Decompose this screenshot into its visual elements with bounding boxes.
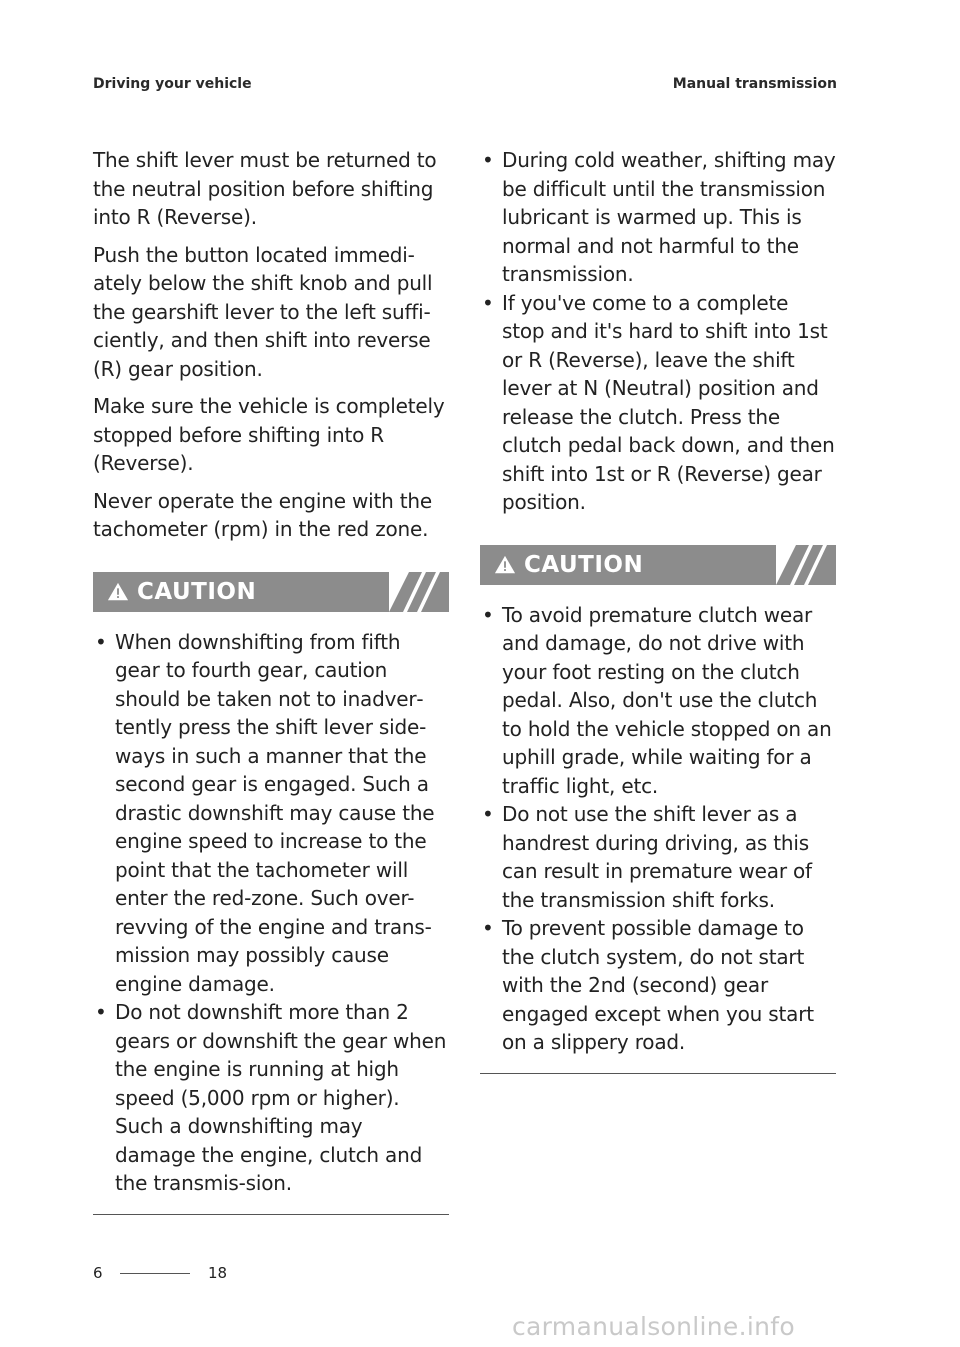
caution-label: CAUTION xyxy=(524,551,644,578)
list-item xyxy=(480,146,836,289)
list-item xyxy=(480,289,836,517)
left-column xyxy=(93,146,449,1215)
paragraph: Never operate the engine with the tachometer (rpm) in the red zone. xyxy=(93,488,432,541)
caution-list xyxy=(93,628,449,1198)
list-item xyxy=(480,800,836,914)
caution-banner xyxy=(93,572,449,612)
running-header-topic: Manual transmission xyxy=(672,76,837,92)
bullet-icon: • xyxy=(482,148,494,172)
list-item-text: To avoid premature clutch wear and damage, do not drive with your foot resting on the clutch pedal. Also, don't use the clutch to hold the vehicle stopped on an uphill grade, while waiting for a traffic light, etc. xyxy=(502,602,832,798)
info-list xyxy=(480,146,836,517)
right-column xyxy=(480,146,836,1074)
warning-icon xyxy=(107,581,129,603)
paragraph: Make sure the vehicle is completely stopped before shifting into R (Reverse). xyxy=(93,394,445,475)
paragraph: Push the button located immedi‐ately below the shift knob and pull the gearshift lever to the left suffi‐ciently, and then shift into reverse (R) gear position. xyxy=(93,242,433,381)
bullet-icon: • xyxy=(482,802,494,826)
warning-icon xyxy=(494,554,516,576)
watermark: carmanualsonline.info xyxy=(512,1312,795,1341)
caution-stripes-icon xyxy=(389,572,449,612)
list-item-text: Do not downshift more than 2 gears or downshift the gear when the engine is running at high speed (5,000 rpm or higher). Such a downshifting may damage the engine, clutch and the transmis‐sion. xyxy=(115,1000,447,1195)
footer-rule xyxy=(120,1273,190,1274)
chapter-number: 6 xyxy=(93,1264,103,1282)
bullet-icon: • xyxy=(95,1000,107,1024)
list-item-text: Do not use the shift lever as a handrest during driving, as this can result in premature wear of the transmission shift forks. xyxy=(502,802,812,912)
bullet-icon: • xyxy=(482,916,494,940)
list-item-text: When downshifting from fifth gear to fourth gear, caution should be taken not to inadver‐tently press the shift lever side‐ways in such a manner that the second gear is engaged. Such a drastic downshift may cause the engine speed to increase to the point that the tachometer will enter the red-zone. Such over-revving of the engine and trans‐mission may possibly cause engine damage. xyxy=(115,629,435,996)
page-number: 18 xyxy=(208,1264,228,1282)
list-item-text: To prevent possible damage to the clutch system, do not start with the 2nd (second) gear engaged except when you start on a slippery road. xyxy=(502,916,814,1054)
list-item-text: If you've come to a complete stop and it's hard to shift into 1st or R (Reverse), leave the shift lever at N (Neutral) position and release the clutch. Press the clutch pedal back down, and then shift into 1st or R (Reverse) gear position. xyxy=(502,290,835,514)
bullet-icon: • xyxy=(482,290,494,315)
caution-stripes-icon xyxy=(776,545,836,585)
section-end-rule xyxy=(480,1073,836,1074)
list-item xyxy=(480,914,836,1057)
running-header-section: Driving your vehicle xyxy=(93,76,252,92)
caution-banner xyxy=(480,545,836,585)
list-item xyxy=(480,601,836,801)
list-item xyxy=(93,998,449,1198)
bullet-icon: • xyxy=(95,629,107,654)
section-end-rule xyxy=(93,1214,449,1215)
caution-list xyxy=(480,601,836,1057)
paragraph: The shift lever must be returned to the neutral position before shifting into R (Reverse). xyxy=(93,148,437,229)
list-item xyxy=(93,628,449,999)
list-item-text: During cold weather, shifting may be difficult until the transmission lubricant is warmed up. This is normal and not harmful to the transmission. xyxy=(502,148,836,286)
bullet-icon: • xyxy=(482,602,494,627)
caution-label: CAUTION xyxy=(137,578,257,605)
